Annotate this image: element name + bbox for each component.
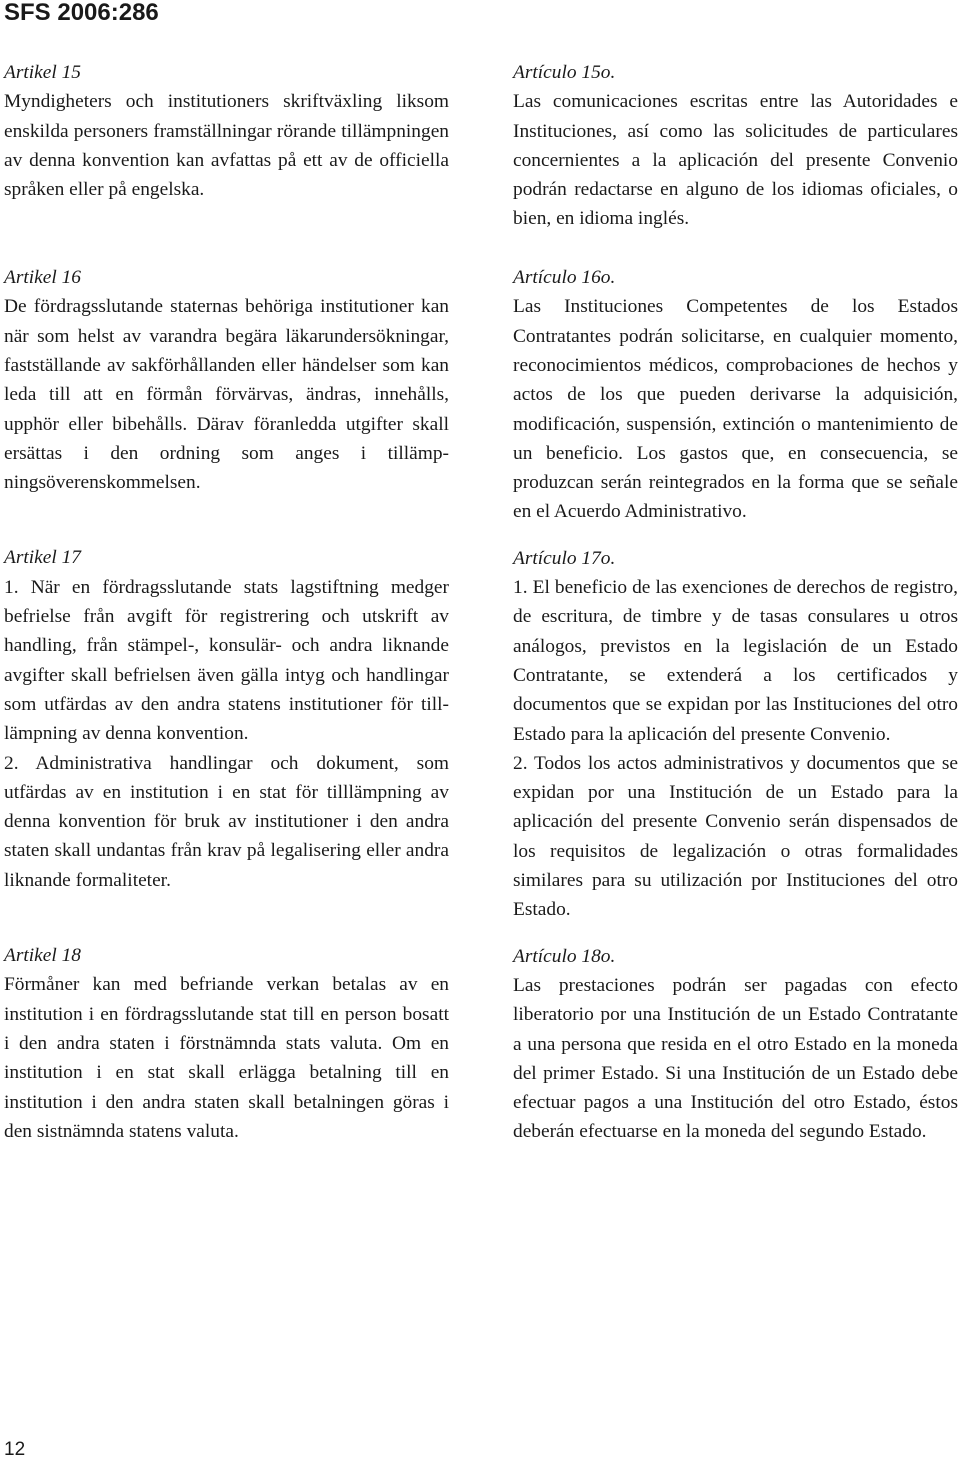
article-title: Artikel 15 [4, 62, 82, 83]
document-header: SFS 2006:286 [4, 0, 159, 26]
spanish-column [513, 58, 958, 1147]
article-title: Artículo 15o. [513, 62, 616, 83]
article-paragraph: 2. Todos los actos administrativos y documentos que se expidan por una Institución de un Estado para la aplicación del presente Convenio serán dispensados de los requisitos de legalización o otras formalidades similares para su utilización por Instituciones del otro Estado. [513, 752, 958, 921]
article-17-sv [4, 543, 449, 895]
article-18-sv [4, 941, 449, 1146]
article-16-sv [4, 263, 449, 497]
article-paragraph: 1. När en fördragsslutande stats lagstiftning medger befrielse från avgift för registrering och utskrift av handling, från stämpel-, konsulär- och andra liknande avgifter skall befrielsen även gälla intyg och handlingar som utfärdas av den andra statens institutioner för tilllämpning av denna konvention. [4, 576, 449, 745]
article-paragraph: Las comunicaciones escritas entre las Autoridades e Instituciones, así como las solicitudes de particulares concernientes a la aplicación del presente Convenio podrán redactarse en alguno de los idiomas oficiales, o bien, en idioma inglés. [513, 91, 958, 230]
article-title: Artikel 16 [4, 267, 82, 289]
article-18-es [513, 942, 958, 1147]
page-number: 12 [4, 1439, 26, 1460]
article-paragraph: Las prestaciones podrán ser pagadas con efecto liberatorio por una Institución de un Estado Contratante a una persona que resida en el otro Estado en la moneda del primer Estado. Si una Institución de un Estado debe efectuar pagos a una Institución del otro Estado, éstos deberán efectuarse en la moneda del segundo Estado. [513, 974, 958, 1143]
article-title: Artículo 18o. [513, 945, 616, 967]
article-title: Artículo 16o. [513, 267, 616, 289]
swedish-column [4, 58, 449, 1146]
article-15-es [513, 58, 958, 234]
article-16-es [513, 263, 958, 527]
article-paragraph: 1. El beneficio de las exenciones de derechos de registro, de escritura, de timbre y de tasas consulares u otros análogos, previstos en la legislación de un Estado Contratante, se extenderá a los certificados y documentos que se expidan por las Instituciones del otro Estado para la aplicación del presente Convenio. [513, 577, 958, 745]
article-paragraph: 2. Administrativa handlingar och dokument, som utfärdas av en institution i en stat för tilllämpning av denna konvention för bruk av institutioner i den andra staten skall undantas från krav på legalisering eller andra liknande formaliteter. [4, 752, 449, 891]
article-title: Artikel 17 [4, 547, 82, 569]
article-17-es [513, 544, 958, 925]
article-paragraph: Förmåner kan med befriande verkan betalas av en institution i en fördragsslutande stat till en person bosatt i den andra staten i förstnämnda stats valuta. Om en institution i en stat skall erlägga betalning till en institution i den andra staten skall betalningen göras i den sistnämnda statens valuta. [4, 974, 449, 1142]
article-paragraph: Las Instituciones Competentes de los Estados Contratantes podrán solicitarse, en cualquier momento, reconocimientos médicos, comprobaciones de hechos y actos de los que pueden derivarse la adquisición, modificación, suspensión, extinción o mantenimiento de un beneficio. Los gastos que, en consecuencia, se produzcan serán reintegrados en la forma que se señale en el Acuerdo Administrativo. [513, 296, 958, 523]
article-paragraph: Myndigheters och institutioners skriftväxling liksom enskilda personers framställningar rörande tillämpningen av denna konvention kan avfattas på ett av de officiella språken eller på engelska. [4, 91, 449, 201]
article-15-sv [4, 58, 449, 204]
article-title: Artikel 18 [4, 945, 82, 967]
article-title: Artículo 17o. [513, 547, 616, 569]
article-paragraph: De fördragsslutande staternas behöriga institutioner kan när som helst av varandra begära läkarundersökningar, fastställande av sakförhållanden eller händelser som kan leda till att en förmån förvärvas, ändras, innehålls, upphör eller bibehålls. Därav föranledda utgifter skall ersättas i den ordning som anges i tillämpningsöverenskommelsen. [4, 296, 449, 494]
